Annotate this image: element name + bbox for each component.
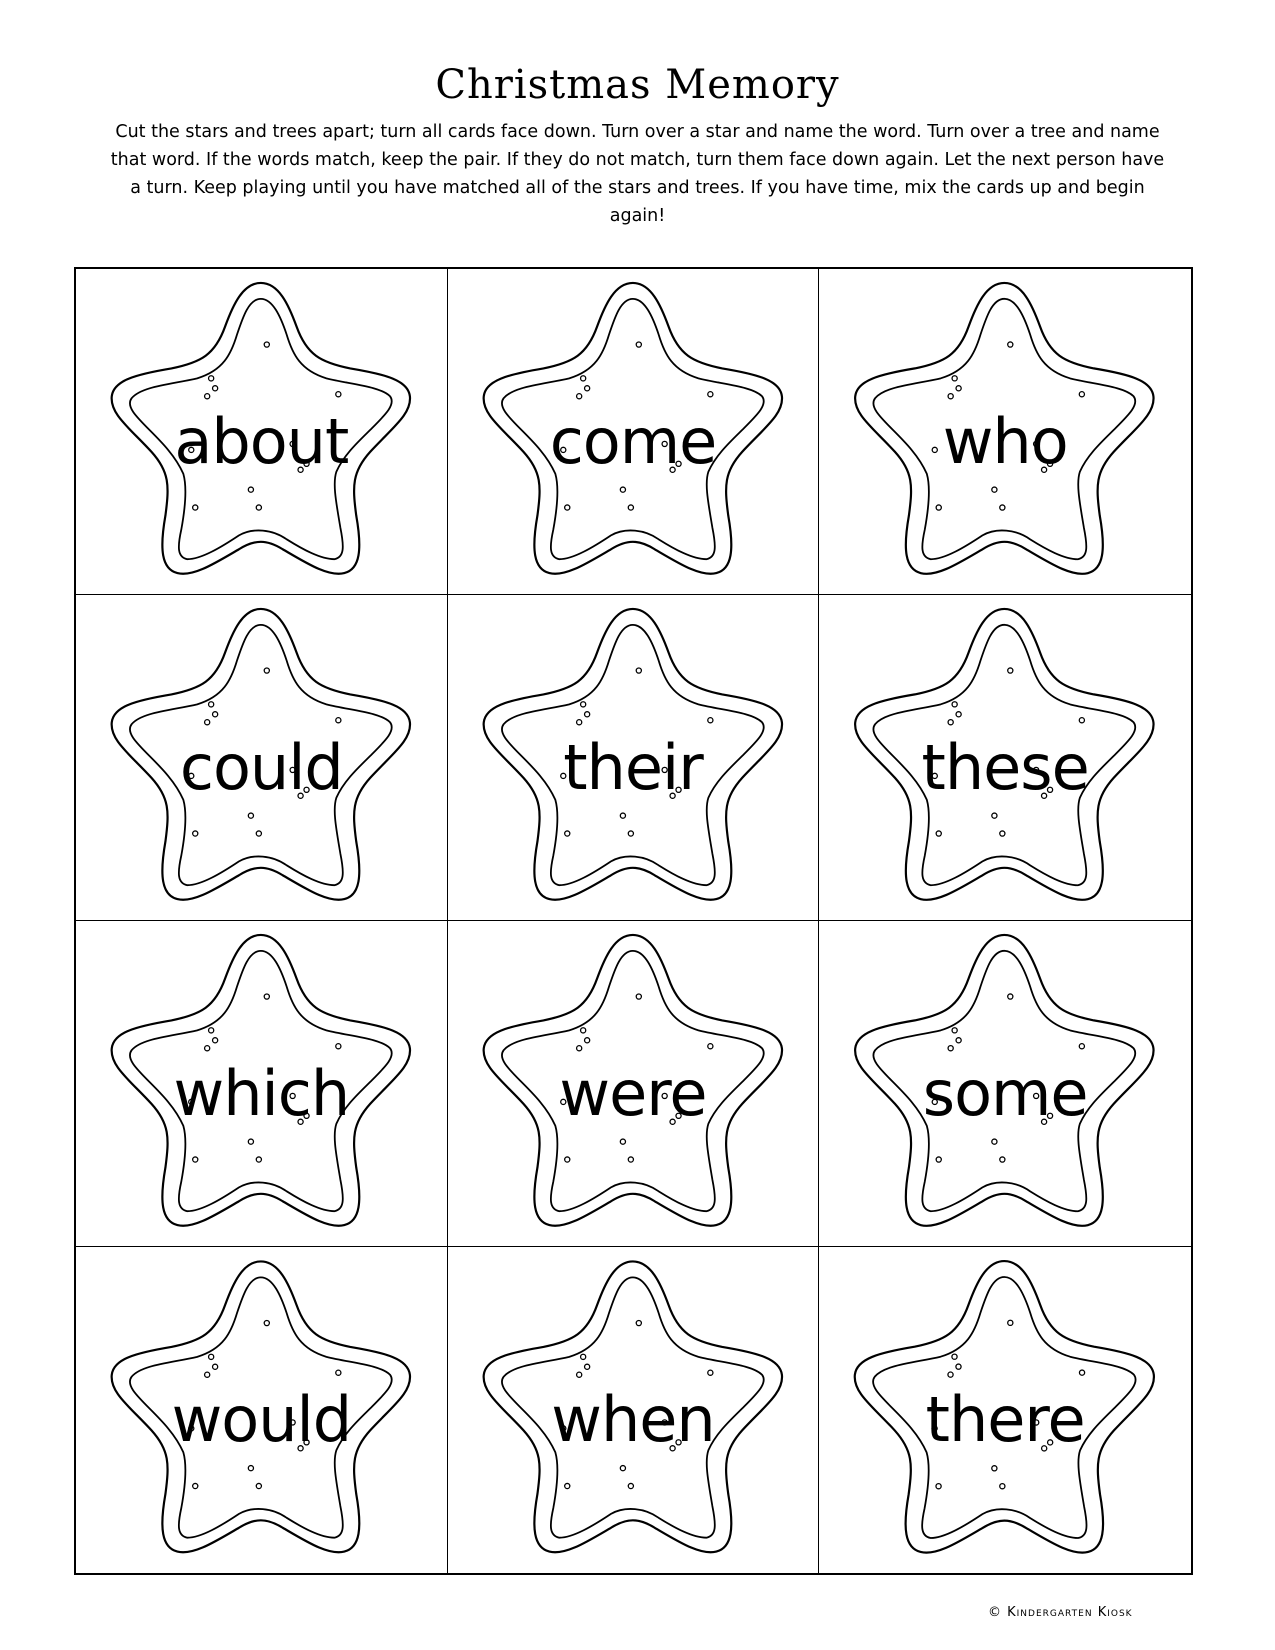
card-word: come (549, 405, 717, 478)
copyright-notice: © Kindergarten Kiosk (988, 1605, 1133, 1620)
memory-card-about (76, 269, 448, 595)
memory-card-come (448, 269, 820, 595)
memory-card-some (819, 921, 1191, 1247)
card-word: which (173, 1057, 350, 1130)
instructions-text: Cut the stars and trees apart; turn all cards face down. Turn over a star and name the word. Turn over a tree and name that word. If the words match, keep the pair. If they do not match, turn them face down again. Let the next person have a turn. Keep playing until you have matched all of the stars and trees. If you have time, mix the cards up and begin again! (110, 122, 1165, 226)
card-word: could (179, 731, 343, 804)
card-word: when (551, 1383, 715, 1456)
memory-card-could (76, 595, 448, 921)
card-grid (74, 267, 1193, 1575)
card-word: there (925, 1383, 1085, 1456)
card-word: about (174, 405, 349, 478)
memory-card-these (819, 595, 1191, 921)
memory-card-would (76, 1247, 448, 1573)
card-word: their (563, 731, 703, 804)
memory-card-who (819, 269, 1191, 595)
memory-card-were (448, 921, 820, 1247)
memory-card-there (819, 1247, 1191, 1573)
memory-card-which (76, 921, 448, 1247)
card-word: some (922, 1057, 1088, 1130)
card-word: who (942, 405, 1068, 478)
card-word: would (171, 1383, 352, 1456)
page-title: Christmas Memory (435, 62, 840, 108)
memory-card-when (448, 1247, 820, 1573)
card-word: were (559, 1057, 707, 1130)
card-word: these (921, 731, 1089, 804)
memory-card-their (448, 595, 820, 921)
